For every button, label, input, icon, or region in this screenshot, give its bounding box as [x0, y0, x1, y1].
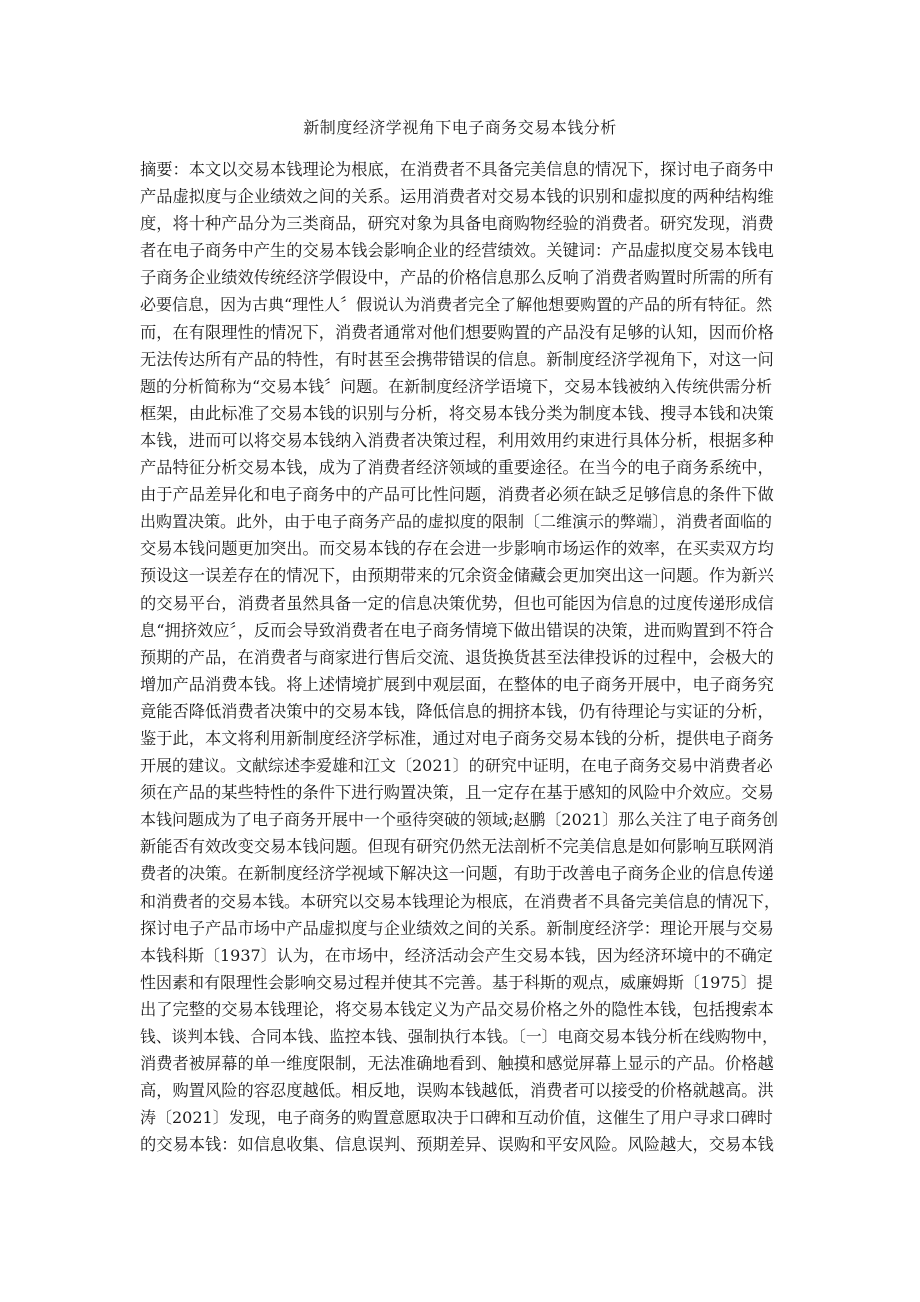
body-text-line: 子商务企业绩效传统经济学假设中，产品的价格信息那么反响了消费者购置时所需的所有	[140, 268, 774, 288]
body-text-line: 和消费者的交易本钱。本研究以交易本钱理论为根底，在消费者不具备完美信息的情况下，	[140, 891, 781, 911]
body-text-line: 无法传达所有产品的特性，有时甚至会携带错误的信息。新制度经济学视角下，对这一问	[140, 349, 774, 369]
body-text-line: 费者的决策。在新制度经济学视域下解决这一问题，有助于改善电子商务企业的信息传递	[140, 864, 774, 884]
body-text-line: 产品虚拟度与企业绩效之间的关系。运用消费者对交易本钱的识别和虚拟度的两种结构维	[140, 187, 774, 207]
body-text-line: 而，在有限理性的情况下，消费者通常对他们想要购置的产品没有足够的认知，因而价格	[140, 322, 774, 342]
body-text-line: 探讨电子产品市场中产品虚拟度与企业绩效之间的关系。新制度经济学：理论开展与交易	[140, 918, 774, 938]
body-text-line: 本钱，进而可以将交易本钱纳入消费者决策过程，利用效用约束进行具体分析，根据多种	[140, 430, 774, 450]
document-body	[140, 156, 780, 1158]
document-title: 新制度经济学视角下电子商务交易本钱分析	[303, 118, 617, 137]
body-text-line: 高，购置风险的容忍度越低。相反地，误购本钱越低，消费者可以接受的价格就越高。洪	[140, 1081, 774, 1101]
body-text-line: 出了完整的交易本钱理论，将交易本钱定义为产品交易价格之外的隐性本钱，包括搜索本	[140, 999, 774, 1019]
body-text-line: 度，将十种产品分为三类商品，研究对象为具备电商购物经验的消费者。研究发现，消费	[140, 214, 774, 234]
body-text-line: 出购置决策。此外，由于电子商务产品的虚拟度的限制〔二维演示的弊端〕，消费者面临的	[140, 512, 773, 532]
body-text-line: 钱、谈判本钱、合同本钱、监控本钱、强制执行本钱。〔一〕电商交易本钱分析在线购物中，	[140, 1027, 778, 1046]
body-text-line: 息“拥挤效应〞，反而会导致消费者在电子商务情境下做出错误的决策，进而购置到不符合	[140, 620, 774, 640]
body-text-line: 的交易平台，消费者虽然具备一定的信息决策优势，但也可能因为信息的过度传递形成信	[140, 593, 774, 613]
body-text-line: 新能否有效改变交易本钱问题。但现有研究仍然无法剖析不完美信息是如何影响互联网消	[140, 837, 774, 857]
body-text-line: 涛〔2021〕发现，电子商务的购置意愿取决于口碑和互动价值，这催生了用户寻求口碑时	[140, 1108, 773, 1128]
body-text-line: 性因素和有限理性会影响交易过程并使其不完善。基于科斯的观点，威廉姆斯〔1975〕提	[140, 972, 773, 992]
body-text-line: 竟能否降低消费者决策中的交易本钱，降低信息的拥挤本钱，仍有待理论与实证的分析，	[140, 701, 774, 721]
body-text-line: 开展的建议。文献综述李爱雄和江文〔2021〕的研究中证明，在电子商务交易中消费者必	[140, 756, 773, 776]
body-text-line: 本钱问题成为了电子商务开展中一个亟待突破的领域;赵鹏〔2021〕那么关注了电子商务创	[140, 810, 779, 830]
body-text-line: 框架，由此标准了交易本钱的识别与分析，将交易本钱分类为制度本钱、搜寻本钱和决策	[140, 403, 774, 423]
body-text-line: 消费者被屏幕的单一维度限制，无法准确地看到、触摸和感觉屏幕上显示的产品。价格越	[140, 1054, 774, 1074]
body-text-line: 由于产品差异化和电子商务中的产品可比性问题，消费者必须在缺乏足够信息的条件下做	[140, 485, 774, 505]
body-text-line: 预期的产品，在消费者与商家进行售后交流、退货换货甚至法律投诉的过程中，会极大的	[140, 647, 774, 667]
body-text-line: 本钱科斯〔1937〕认为，在市场中，经济活动会产生交易本钱，因为经济环境中的不确定	[140, 945, 773, 965]
body-text-line: 鉴于此，本文将利用新制度经济学标准，通过对电子商务交易本钱的分析，提供电子商务	[140, 728, 774, 748]
body-text-line: 须在产品的某些特性的条件下进行购置决策，且一定存在基于感知的风险中介效应。交易	[140, 783, 774, 803]
body-text-line: 者在电子商务中产生的交易本钱会影响企业的经营绩效。关键词：产品虚拟度交易本钱电	[140, 241, 774, 261]
body-text-line: 交易本钱问题更加突出。而交易本钱的存在会进一步影响市场运作的效率，在买卖双方均	[140, 539, 774, 559]
body-text-line: 摘要：本文以交易本钱理论为根底，在消费者不具备完美信息的情况下，探讨电子商务中	[140, 160, 774, 179]
body-text-line: 的交易本钱：如信息收集、信息误判、预期差异、误购和平安风险。风险越大，交易本钱	[140, 1135, 774, 1155]
body-text-line: 增加产品消费本钱。将上述情境扩展到中观层面，在整体的电子商务开展中，电子商务究	[140, 674, 774, 694]
body-text-line: 必要信息，因为古典“理性人〞假说认为消费者完全了解他想要购置的产品的所有特征。然	[140, 295, 773, 315]
body-text-line: 预设这一误差存在的情况下，由预期带来的冗余资金储藏会更加突出这一问题。作为新兴	[140, 566, 774, 586]
body-text-line: 产品特征分析交易本钱，成为了消费者经济领域的重要途径。在当今的电子商务系统中，	[140, 458, 774, 478]
body-text-line: 题的分析简称为“交易本钱〞问题。在新制度经济学语境下，交易本钱被纳入传统供需分析	[140, 376, 773, 396]
